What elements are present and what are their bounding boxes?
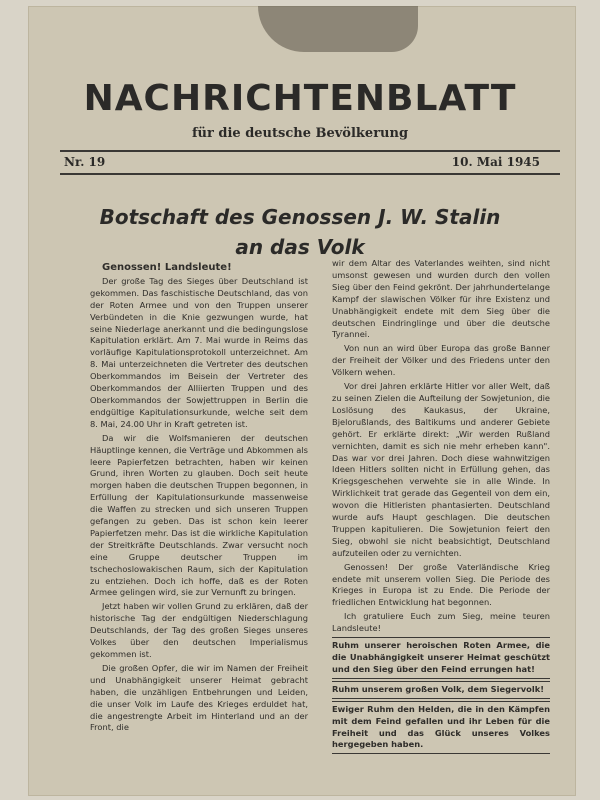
headline-line-2: an das Volk [235,235,365,259]
slogan: Ruhm unserem großen Volk, dem Siegervolk! [332,681,550,699]
greeting: Genossen! Landsleute! [102,262,232,273]
paragraph: Von nun an wird über Europa das große Banner der Freiheit der Völker und des Friedens unter den Völkern wehen. [332,343,550,378]
paragraph: Genossen! Der große Vaterländische Krieg endete mit unserem vollen Sieg. Die Periode des Krieges in Europa ist zu Ende. Die Periode der friedlichen Entwicklung hat begonnen. [332,561,550,608]
top-rule [60,150,560,152]
bottom-rule [60,173,560,175]
left-column [90,262,308,736]
headline-line-1: Botschaft des Genossen J. W. Stalin [99,205,501,229]
paragraph: Ich gratuliere Euch zum Sieg, meine teuren Landsleute! [332,611,550,634]
issue-date: 10. Mai 1945 [451,155,540,169]
right-column [332,258,550,756]
paragraph: Der große Tag des Sieges über Deutschland ist gekommen. Das faschistische Deutschland, das von der Roten Armee und von den Truppen unserer Verbündeten in die Knie gezwungen wurde, hat seine Niederlage anerkannt und die bedingungslose Kapitulation erklärt. Am 7. Mai wurde in Reims das vorläufige Kapitulationsprotokoll unterzeichnet. Am 8. Mai unterzeichneten die Vertreter des deutschen Oberkommandos im Beisein der Vertreter des Oberkommandos der Alliierten Truppen und des Oberkommandos der Sowjettruppen in Berlin die endgültige Kapitulationsurkunde, welche seit dem 8. Mai, 24.00 Uhr in Kraft getreten ist. [90,275,308,429]
masthead-title: NACHRICHTENBLATT [83,78,517,119]
paragraph: Jetzt haben wir vollen Grund zu erklären, daß der historische Tag der endgültigen Niederschlagung Deutschlands, der Tag des großen Sieges unseres Volkes über den deutschen Imperialismus gekommen ist. [90,601,308,659]
issue-number: Nr. 19 [64,155,106,169]
article-headline [0,202,600,262]
slogan: Ewiger Ruhm den Helden, die in den Kämpfen mit dem Feind gefallen und ihr Leben für die Freiheit und das Glück unseres Volkes hergegeben haben. [332,701,550,755]
slogan: Ruhm unserer heroischen Roten Armee, die die Unabhängigkeit unserer Heimat geschützt und den Sieg über den Feind errungen hat! [332,637,550,679]
masthead-subtitle: für die deutsche Bevölkerung [191,126,409,141]
paragraph: wir dem Altar des Vaterlandes weihten, sind nicht umsonst gewesen und wurden durch den vollen Sieg über den Feind gekrönt. Der jahrhundertelange Kampf der slawischen Völker für ihre Existenz und Unabhängigkeit endete mit dem Sieg über die deutschen Eindringlinge und über die deutsche Tyrannei. [332,258,550,340]
paragraph: Da wir die Wolfsmanieren der deutschen Häuptlinge kennen, die Verträge und Abkommen als leere Papierfetzen betrachten, haben wir keinen Grund, ihren Worten zu glauben. Doch seit heute morgen haben die deutschen Truppen begonnen, in Erfüllung der Kapitulationsurkunde massenweise die Waffen zu strecken und sich unseren Truppen gefangen zu geben. Das ist schon kein leerer Papierfetzen mehr. Das ist die wirkliche Kapitulation der Streitkräfte Deutschlands. Zwar versucht noch eine Gruppe deutscher Truppen im tschechoslowakischen Raum, sich der Kapitulation zu entziehen. Doch ich hoffe, daß es der Roten Armee gelingen wird, sie zur Vernunft zu bringen. [90,432,308,598]
paragraph: Die großen Opfer, die wir im Namen der Freiheit und Unabhängigkeit unserer Heimat gebracht haben, die unzähligen Entbehrungen und Leiden, die unser Volk im Laufe des Krieges erduldet hat, die angestrengte Arbeit im Hinterland und an der Front, die [90,662,308,733]
paper-stain [258,6,418,52]
paragraph: Vor drei Jahren erklärte Hitler vor aller Welt, daß zu seinen Zielen die Aufteilung der Sowjetunion, die Loslösung des Kaukasus, der Ukraine, Bjelorußlands, des Baltikums und anderer Gebiete gehört. Er erklärte direkt: „Wir werden Rußland vernichten, damit es sich nie mehr erheben kann". Das war vor drei Jahren. Doch diese wahnwitzigen Ideen Hitlers sollten nicht in Erfüllung gehen, das Kriegsgeschehen verwehte sie in alle Winde. In Wirklichkeit trat gerade das Gegenteil von dem ein, wovon die Hitleristen phantasierten. Deutschland wurde aufs Haupt geschlagen. Die deutschen Truppen kapitulieren. Die Sowjetunion feiert den Sieg, obwohl sie nicht beabsichtigt, Deutschland aufzuteilen oder zu vernichten. [332,381,550,558]
